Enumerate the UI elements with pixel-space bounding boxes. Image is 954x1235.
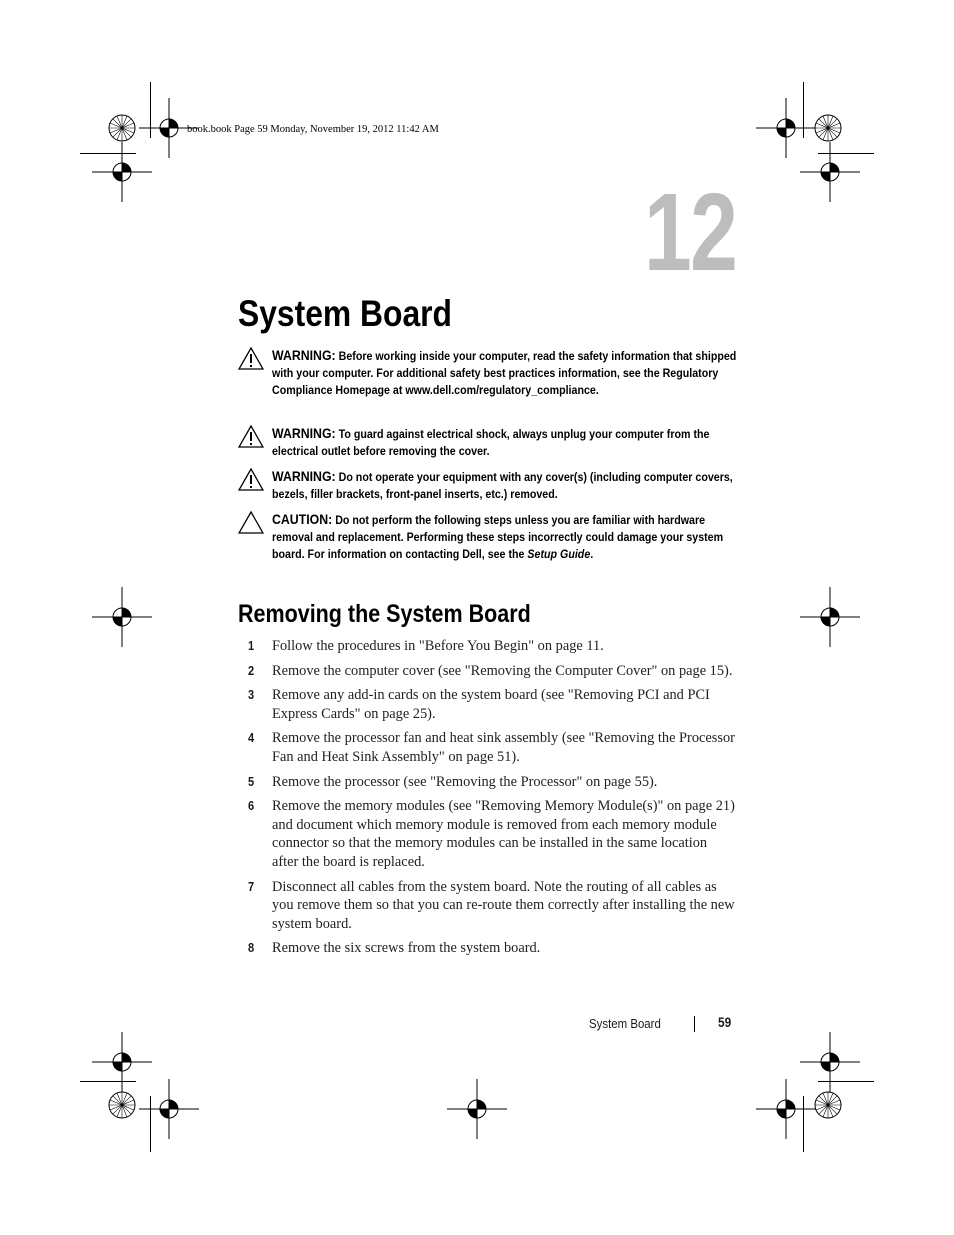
registration-mark-icon xyxy=(800,142,860,202)
step-number: 7 xyxy=(248,878,255,894)
registration-mark-icon xyxy=(756,1079,816,1139)
registration-mark-icon xyxy=(92,587,152,647)
notice-text: Do not perform the following steps unless you are familiar with hardware removal and replacement. Performing these steps incorrectly could damage your system board. For information on contacting Dell, see the xyxy=(272,514,724,561)
step-text: Follow the procedures in "Before You Begin" on page 11. xyxy=(272,638,604,654)
list-item xyxy=(238,662,738,681)
footer-chapter-label: System Board xyxy=(589,1016,661,1031)
list-item xyxy=(238,939,738,958)
notice-label: CAUTION: xyxy=(272,512,333,527)
footer-divider xyxy=(694,1016,695,1032)
step-number: 6 xyxy=(248,798,255,814)
section-title: Removing the System Board xyxy=(238,600,531,628)
warning-notice xyxy=(238,347,738,399)
caution-triangle-icon xyxy=(238,511,264,534)
page-number: 59 xyxy=(718,1015,732,1030)
step-number: 5 xyxy=(248,773,255,789)
color-wheel-icon xyxy=(107,1090,137,1120)
warning-notice xyxy=(238,468,738,503)
page-title: System Board xyxy=(238,293,452,334)
step-number: 2 xyxy=(248,662,255,678)
step-text: Remove the memory modules (see "Removing Memory Module(s)" on page 21) and document which memory module is removed from each memory module connector so that the memory modules can be installed in the same location after the board is replaced. xyxy=(272,798,735,870)
step-number: 1 xyxy=(248,638,255,653)
step-text: Remove the processor (see "Removing the Processor" on page 55). xyxy=(272,773,658,790)
notice-text: To guard against electrical shock, always unplug your computer from the electrical outlet before removing the cover. xyxy=(272,428,710,458)
notice-label: WARNING: xyxy=(272,469,336,484)
registration-mark-icon xyxy=(92,142,152,202)
notice-text: Before working inside your computer, read the safety information that shipped with your computer. For additional safety best practices information, see the Regulatory Compliance Homepage at www.dell.com/regulatory_compliance. xyxy=(272,350,737,397)
step-text: Remove the six screws from the system board. xyxy=(272,940,541,957)
step-text: Remove the computer cover (see "Removing the Computer Cover" on page 15). xyxy=(272,662,733,679)
notice-emphasis: Setup Guide xyxy=(527,548,591,561)
notice-suffix: . xyxy=(590,548,594,561)
warning-triangle-icon xyxy=(238,347,264,370)
step-number: 4 xyxy=(248,730,255,746)
warning-triangle-icon xyxy=(238,468,264,491)
warning-triangle-icon xyxy=(238,425,264,448)
registration-mark-icon xyxy=(447,1079,507,1139)
file-header: book.book Page 59 Monday, November 19, 2012 11:42 AM xyxy=(187,124,439,135)
list-item xyxy=(238,797,738,871)
list-item xyxy=(238,637,738,656)
list-item xyxy=(238,773,738,792)
registration-mark-icon xyxy=(800,587,860,647)
step-text: Remove the processor fan and heat sink assembly (see "Removing the Processor Fan and Heat Sink Assembly" on page 51). xyxy=(272,730,735,765)
step-text: Disconnect all cables from the system board. Note the routing of all cables as you remove them so that you can re-route them correctly after installing the new system board. xyxy=(272,878,735,932)
notice-label: WARNING: xyxy=(272,426,336,441)
color-wheel-icon xyxy=(813,113,843,143)
color-wheel-icon xyxy=(107,113,137,143)
step-text: Remove any add-in cards on the system board (see "Removing PCI and PCI Express Cards" on page 25). xyxy=(272,687,710,722)
chapter-number: 12 xyxy=(644,171,737,294)
step-number: 3 xyxy=(248,687,255,703)
caution-notice xyxy=(238,511,738,563)
list-item xyxy=(238,878,738,934)
notice-label: WARNING: xyxy=(272,348,336,363)
registration-mark-icon xyxy=(139,1079,199,1139)
notice-text: Do not operate your equipment with any cover(s) (including computer covers, bezels, filler brackets, front-panel inserts, etc.) removed. xyxy=(272,471,733,501)
list-item xyxy=(238,686,738,723)
step-number: 8 xyxy=(248,940,255,956)
warning-notice xyxy=(238,425,738,460)
list-item xyxy=(238,729,738,766)
procedure-steps xyxy=(238,637,738,964)
color-wheel-icon xyxy=(813,1090,843,1120)
